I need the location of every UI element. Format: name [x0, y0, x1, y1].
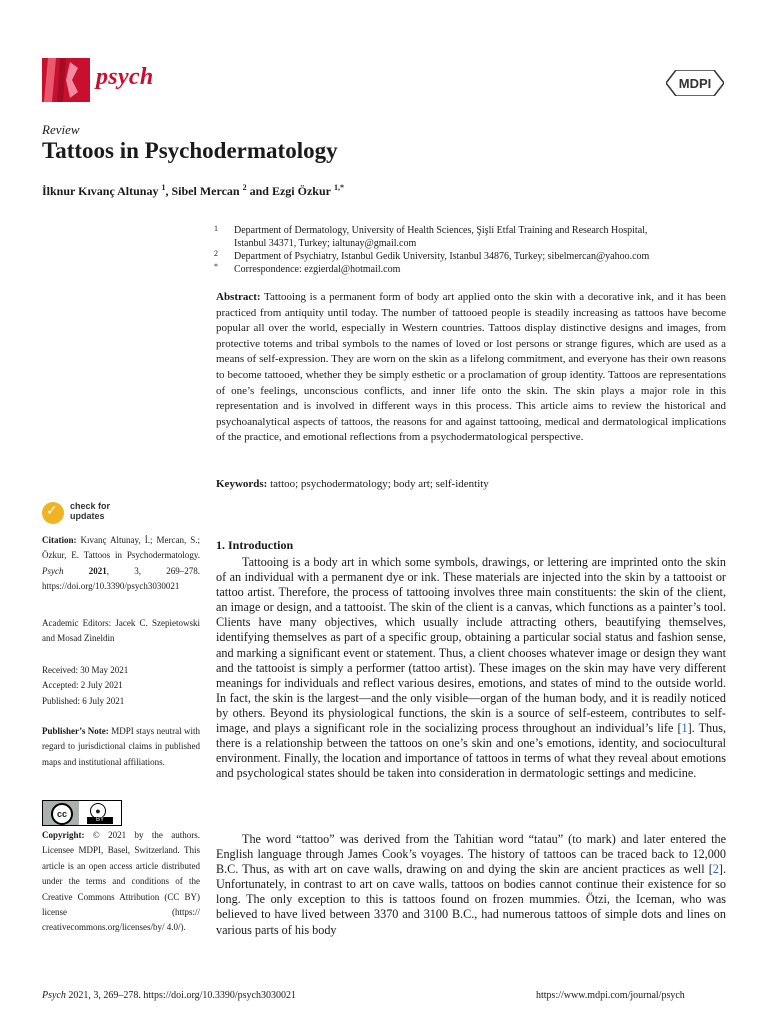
citation-journal: Psych	[42, 565, 64, 576]
citation-text: Kıvanç Altunay, İ.; Mercan, S.; Özkur, E. Tattoos in Psychodermatology.	[42, 535, 201, 561]
paragraph-text: Tattooing is a body art in which some symbols, drawings, or lettering are imprinted onto the skin of an individual with a permanent dye or ink. These materials are injected into the skin by a tattooist or tattoo artist. Therefore, the process of tattooing involves three main constituents: the skin of the client, an image or design, and a tattooist. The skin of the client is a canvas, which functions as a painter’s tool. Clients have many objectives, which usually include attracting others, beautifying themselves, identifying themselves as part of a specific group, obtaining a particular social status and fashion sense, and marking a significant event or statement. Thus, a client chooses whatever image or design they want and the tattooist is simply a performer (tattoo artist). These images on the skin may have very different meanings for individuals and reflect various desires, emotions, and states of mind to the outside world. In fact, the skin is the largest—and the only visible—organ of the human body, and it is readily noticed by others. Beyond its physiological functions, the skin is a source of self-esteem, contributes to self-image, and plays a significant role in the socializing process throughout an individual’s life [	[216, 555, 726, 736]
keywords-text: tattoo; psychodermatology; body art; self-identity	[270, 478, 489, 490]
academic-editors: Academic Editors: Jacek C. Szepietowski and Mosad Zineldin	[42, 618, 200, 644]
publisher-note-text: MDPI stays neutral with regard to jurisdictional claims in published maps and institutional affiliations.	[42, 726, 200, 767]
copyright-text: © 2021 by the authors. Licensee MDPI, Basel, Switzerland. This article is an open access article distributed under the terms and conditions of the Creative Commons Attribution (CC BY) license (https:// creativecommons.org/licenses/by/ 4.0/).	[42, 830, 201, 933]
correspondence-line: Correspondence: ezgierdal@hotmail.com	[234, 264, 401, 275]
journal-name: psych	[96, 64, 154, 90]
footer-journal-url[interactable]: https://www.mdpi.com/journal/psych	[536, 990, 685, 1001]
body-paragraph	[216, 832, 726, 938]
citation-doi: , 3, 269–278. https://doi.org/10.3390/psych3030021	[42, 565, 200, 592]
by-label: BY	[87, 817, 113, 824]
check-updates-label	[70, 501, 110, 521]
footer-citation	[42, 990, 296, 1001]
citation-label: Citation:	[42, 535, 77, 545]
check-updates-line1: check for	[70, 501, 111, 511]
affiliation-text	[234, 263, 734, 276]
paragraph-text: The word “tattoo” was derived from the Tahitian word “tatau” (to mark) and later entered the English language through James Cook’s voyages. The history of tattoos can be traced back to 12,000 B.C. Thus, as with art on cave walls, drawing on and dying the skin are ancient practices as well [	[216, 832, 726, 877]
received-date: Received: 30 May 2021	[42, 665, 129, 675]
footer-citation-text[interactable]: 2021, 3, 269–278. https://doi.org/10.3390/psych3030021	[65, 990, 296, 1001]
copyright-label: Copyright:	[42, 830, 85, 840]
abstract-label: Abstract:	[216, 291, 261, 303]
author-name: İlknur Kıvanç Altunay	[42, 184, 159, 198]
author-separator: ,	[165, 184, 172, 198]
journal-logo-mark	[42, 58, 90, 102]
article-title: Tattoos in Psychodermatology	[42, 138, 338, 163]
abstract	[216, 290, 726, 446]
paragraph-text: ]. Unfortunately, in contrast to art on cave walls, tattoos on bodies cannot continue their existence for so long. The only exception to this is tattoos found on frozen mummies. Ötzi, the Iceman, who was believed to have lived between 3370 and 3100 B.C., had numerous tattoos of simple dots and lines on various parts of his body	[216, 862, 726, 937]
author-name: Sibel Mercan	[171, 184, 240, 198]
affiliation-text	[234, 224, 734, 250]
affiliation-line: Istanbul 34371, Turkey; ialtunay@gmail.com	[234, 238, 417, 249]
publisher-note-label: Publisher’s Note:	[42, 726, 109, 736]
author-affiliation-mark: 2	[242, 183, 247, 192]
section-heading: 1. Introduction	[216, 538, 294, 552]
publisher-logo	[666, 70, 724, 96]
author-name: Ezgi Özkur	[271, 184, 331, 198]
keywords-label: Keywords:	[216, 478, 268, 490]
author-list	[42, 183, 344, 199]
publisher-note	[42, 724, 200, 770]
publisher-logo-text: MDPI	[678, 76, 712, 91]
check-updates-icon: ✓	[42, 502, 64, 524]
published-date: Published: 6 July 2021	[42, 695, 125, 706]
affiliation-mark: 2	[214, 249, 218, 258]
citation-year: 2021	[88, 565, 107, 576]
copyright-block	[42, 828, 200, 936]
affiliation-mark: 1	[214, 224, 218, 233]
author-separator: and	[246, 184, 272, 198]
affiliation-text	[234, 250, 734, 263]
abstract-text: Tattooing is a permanent form of body art applied onto the skin with a decorative ink, and it has been practiced from antiquity until today. The number of tattooed people is steadily increasing as tattoos have become popular all over the world, especially in Western countries. Tattoos display distinctive designs and images, from protective totems and tribal symbols to the names of loved or lost persons or strange figures, which are used as a means of self-expression. They are worn on the skin as a lifelong commitment, and everyone has their own reasons to become tattooed, whether they be simply esthetic or a proclamation of group identity. Tattoos are representations of one’s feelings, unconscious conflicts, and inner life onto the skin. The skin plays a major role in this representation and is involved in different ways in this process. This article aims to review the historical and psychoanalytical aspects of tattoos, the reasons for and against tattooing, medical and dermatological implications of the practice, and emotional reflections from a psychodermatological perspective.	[216, 291, 726, 444]
citation-link[interactable]: 1	[681, 721, 688, 736]
paragraph-text: ]. Thus, there is a relationship between the tattoos on one’s skin and one’s emotions, identity, and sociocultural environment. Finally, the location and importance of tattoos in terms of what they reveal about emotions and psychological states should be taken into consideration in dermatologic settings and medicine.	[216, 721, 726, 781]
affiliation-mark: *	[214, 262, 218, 271]
author-affiliation-mark: 1	[161, 183, 166, 192]
affiliation-line: Department of Dermatology, University of Health Sciences, Şişli Etfal Training and Research Hospital,	[234, 225, 648, 236]
check-updates-line2: updates	[70, 511, 105, 521]
dates-block	[42, 663, 200, 709]
affiliation-line: Department of Psychiatry, Istanbul Gedik University, Istanbul 34876, Turkey; sibelmercan@yahoo.com	[234, 251, 650, 262]
attribution-person-icon: ●	[90, 803, 106, 819]
accepted-date: Accepted: 2 July 2021	[42, 680, 123, 691]
cc-icon: cc	[51, 803, 73, 825]
footer-journal: Psych	[42, 990, 66, 1001]
cc-by-license-badge[interactable]	[42, 800, 122, 826]
author-affiliation-mark: 1,*	[333, 183, 344, 192]
keywords	[216, 478, 726, 490]
body-paragraph	[216, 555, 726, 781]
article-type: Review	[42, 122, 80, 137]
check-for-updates-button[interactable]	[42, 500, 152, 526]
citation-link[interactable]: 2	[712, 862, 719, 877]
citation-block	[42, 533, 200, 595]
